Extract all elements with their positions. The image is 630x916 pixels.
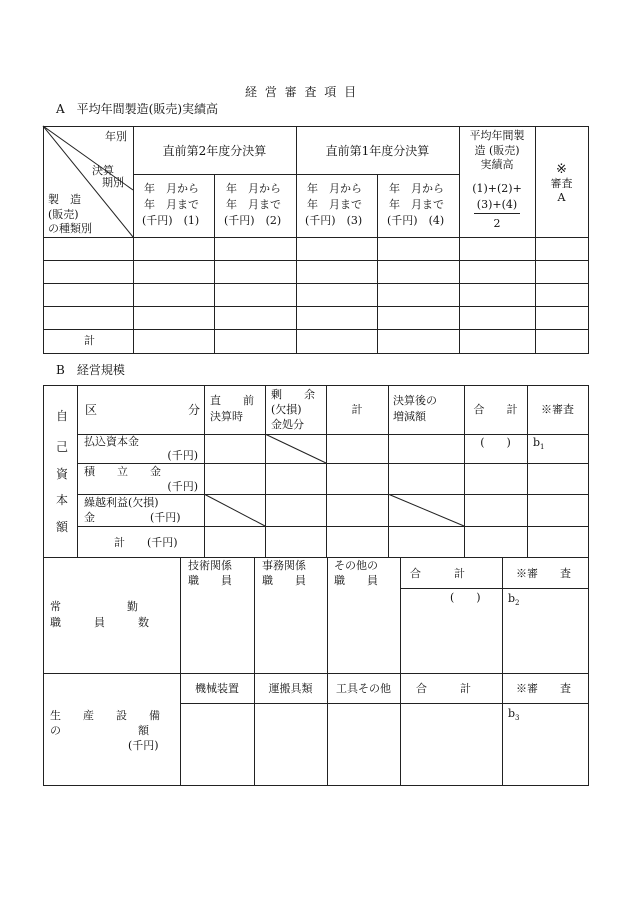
staff-other-header-1: その他の <box>334 559 378 572</box>
col-avg-header-3: 実績高 <box>480 158 514 171</box>
equip-transport-header: 運搬具類 <box>268 682 313 695</box>
capital-label-4: 本 <box>56 493 69 507</box>
col-avg-header-2: 造 (販売) <box>474 144 520 157</box>
header-total: 合 計 <box>473 403 518 416</box>
formula-denominator: 2 <box>493 217 501 230</box>
header-ku: 区 <box>85 403 98 417</box>
staff-other-header-2: 職 員 <box>334 574 378 587</box>
header-surplus-3: 金処分 <box>271 418 304 431</box>
corner-period: 期別 <box>102 176 124 189</box>
b3-label: $b_3$ <box>508 707 520 723</box>
b2-label: $b_2$ <box>508 592 520 608</box>
staff-label-2: 職 員 数 <box>50 616 149 629</box>
staff-office-header-1: 事務関係 <box>262 559 306 572</box>
row-carry-label: 繰越利益(欠損) <box>84 496 159 509</box>
b1-label: $b_1$ <box>533 436 545 452</box>
header-after-1: 決算後の <box>393 394 437 407</box>
formula-line-1: (1)+(2)+ <box>472 182 522 195</box>
equip-machine-header: 機械装置 <box>195 682 239 695</box>
formula-line-2: (3)+(4) <box>476 198 518 211</box>
capital-label-1: 自 <box>56 409 69 423</box>
col-avg-header-1: 平均年間製 <box>469 129 525 142</box>
staff-tech-header-2: 職 員 <box>188 574 232 587</box>
row-reserve-unit: (千円) <box>167 480 198 493</box>
header-mark: ※審査 <box>541 403 574 416</box>
col-mark-1: ※ <box>556 162 567 177</box>
row-total-label: 計 (千円) <box>114 536 178 549</box>
header-bun: 分 <box>188 403 201 417</box>
staff-mark-header: ※審 査 <box>516 567 571 580</box>
col-mark-3: A <box>557 191 566 204</box>
staff-office-header-2: 職 員 <box>262 574 306 587</box>
staff-total-header: 合 計 <box>410 567 465 580</box>
corner-year: 年別 <box>105 130 127 143</box>
equip-label-2: の 額 <box>50 724 149 737</box>
corner-settlement: 決算 <box>92 164 114 177</box>
equip-total-header: 合 計 <box>416 682 471 695</box>
header-surplus-2: (欠損) <box>271 403 302 416</box>
section-a-total-label: 計 <box>84 334 95 347</box>
staff-total-paren: ( ) <box>450 591 481 604</box>
col-prev1-header: 直前第1年度分決算 <box>325 144 430 158</box>
corner-product-3: の種類別 <box>48 222 92 235</box>
header-prev-2: 決算時 <box>210 410 243 423</box>
capital-label-5: 額 <box>56 520 69 534</box>
corner-product-2: (販売) <box>48 208 79 221</box>
corner-product-1: 製 造 <box>48 193 81 206</box>
row-carry-unit: 金 (千円) <box>84 511 181 524</box>
row-paidin-label: 払込資本金 <box>84 435 139 448</box>
capital-label-2: 己 <box>56 440 69 454</box>
equip-label-1: 生 産 設 備 <box>50 709 160 722</box>
section-a-heading: A 平均年間製造(販売)実績高 <box>56 102 219 116</box>
header-after-2: 増減額 <box>393 410 426 423</box>
staff-tech-header-1: 技術関係 <box>188 559 232 572</box>
staff-label-1: 常 勤 <box>50 600 138 613</box>
paidin-total-paren: ( ) <box>480 436 511 449</box>
row-reserve-label: 積 立 金 <box>84 465 161 478</box>
header-sum: 計 <box>351 403 363 416</box>
col-prev2-header: 直前第2年度分決算 <box>162 144 267 158</box>
page-title: 経 営 審 査 項 目 <box>245 85 359 99</box>
header-prev-1: 直 前 <box>210 394 254 407</box>
col-mark-2: 審査 <box>550 177 573 190</box>
equip-tools-header: 工具その他 <box>336 682 391 695</box>
header-surplus-1: 剰 余 <box>271 388 315 401</box>
row-paidin-unit: (千円) <box>167 449 198 462</box>
equip-mark-header: ※審 査 <box>516 682 571 695</box>
capital-label-3: 資 <box>56 467 69 481</box>
section-b-heading: B 経営規模 <box>56 363 125 377</box>
equip-label-3: (千円) <box>128 739 159 752</box>
